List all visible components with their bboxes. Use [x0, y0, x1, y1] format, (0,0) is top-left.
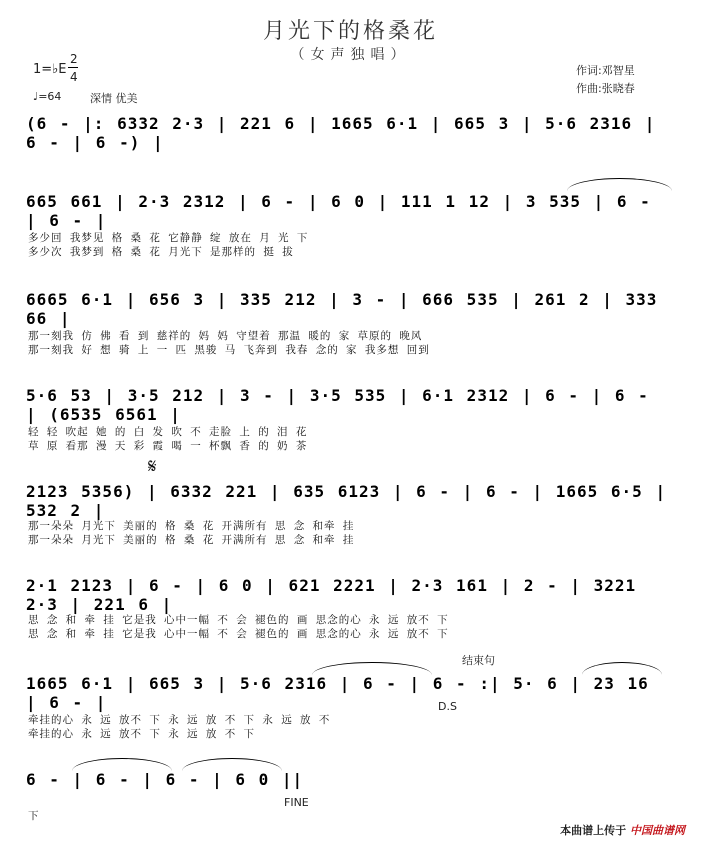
lyricist-credit: 作词:邓智星: [576, 64, 635, 77]
notation-line: 6665 6·1 | 656 3 | 335 212 | 3 - | 666 535 | 261 2 | 333 66 |: [26, 290, 658, 328]
lyric-verse-2: 草 原 看那 漫 天 彩 霞 喝 一 杯飘 香 的 奶 茶: [28, 440, 308, 452]
staff-line: [22, 572, 672, 614]
staff-line: [22, 478, 672, 520]
notation-line: 1665 6·1 | 665 3 | 5·6 2316 | 6 - | 6 - :| 5· 6 | 23 16 | 6 - |: [26, 674, 649, 712]
staff-line: [22, 382, 672, 424]
lyric-verse-2: 那一刻我 好 想 骑 上 一 匹 黑骏 马 飞奔到 我春 念的 家 我多想 回到: [28, 344, 430, 356]
lyric-verse-1: 轻 轻 吹起 她 的 白 发 吹 不 走脸 上 的 泪 花: [28, 426, 308, 438]
time-signature-bottom: 4: [70, 70, 78, 84]
lyric-verse-2: 思 念 和 牵 挂 它是我 心中一幅 不 会 褪色的 画 思念的心 永 远 放不 下: [28, 628, 449, 640]
notation-line: 665 661 | 2·3 2312 | 6 - | 6 0 | 111 1 12 | 3 535 | 6 - | 6 - |: [26, 192, 651, 230]
dal-segno-mark: D.S: [438, 700, 457, 713]
lyric-verse-1: 思 念 和 牵 挂 它是我 心中一幅 不 会 褪色的 画 思念的心 永 远 放不 下: [28, 614, 449, 626]
lyric-verse-2: 那一朵朵 月光下 美丽的 格 桑 花 开满所有 思 念 和牵 挂: [28, 534, 355, 546]
ending-label: 结束句: [462, 654, 495, 667]
lyric-verse-1: 牵挂的心 永 远 放不 下 永 远 放 不 下 永 远 放 不: [28, 714, 331, 726]
notation-line: 2·1 2123 | 6 - | 6 0 | 621 2221 | 2·3 161 | 2 - | 3221 2·3 | 221 6 |: [26, 576, 637, 614]
footer-text: 本曲谱上传于: [560, 824, 627, 837]
lyric-verse-2: 多少次 我梦到 格 桑 花 月光下 是那样的 挺 拔: [28, 246, 294, 258]
site-logo[interactable]: 中国曲谱网: [630, 824, 685, 837]
time-signature-top: 2: [70, 52, 78, 66]
staff-line: [22, 286, 672, 328]
site-footer: [560, 822, 685, 838]
lyric-verse-1: 多少回 我梦见 格 桑 花 它静静 绽 放在 月 光 下: [28, 232, 309, 244]
key-signature: 1=♭E: [33, 62, 67, 77]
staff-line: [22, 110, 672, 152]
page-subtitle: （女声独唱）: [290, 47, 411, 63]
segno-mark: 𝄋: [148, 454, 157, 478]
lyric-verse-1: 那一刻我 仿 佛 看 到 慈祥的 妈 妈 守望着 那温 暖的 家 草原的 晚风: [28, 330, 423, 342]
lyric-verse-1: 那一朵朵 月光下 美丽的 格 桑 花 开满所有 思 念 和牵 挂: [28, 520, 355, 532]
notation-line: (6 - |: 6332 2·3 | 221 6 | 1665 6·1 | 665 3 | 5·6 2316 | 6 - | 6 -) |: [26, 114, 656, 152]
staff-line: [22, 188, 672, 230]
staff-line: [22, 766, 322, 796]
tempo-marking: ♩=64: [33, 90, 62, 103]
expression-marking: 深情 优美: [90, 92, 138, 105]
fine-mark: FINE: [284, 796, 309, 809]
composer-credit: 作曲:张晓春: [576, 82, 635, 95]
notation-line: 6 - | 6 - | 6 - | 6 0 ||: [26, 770, 304, 789]
lyric-verse-2: 牵挂的心 永 远 放不 下 永 远 放 不 下: [28, 728, 256, 740]
page-title: 月光下的格桑花: [262, 19, 438, 44]
lyric-verse-1: 下: [28, 810, 40, 822]
notation-line: 2123 5356) | 6332 221 | 635 6123 | 6 - | 6 - | 1665 6·5 | 532 2 |: [26, 482, 667, 520]
time-signature-rule: [68, 67, 78, 68]
notation-line: 5·6 53 | 3·5 212 | 3 - | 3·5 535 | 6·1 2312 | 6 - | 6 - | (6535 6561 |: [26, 386, 649, 424]
